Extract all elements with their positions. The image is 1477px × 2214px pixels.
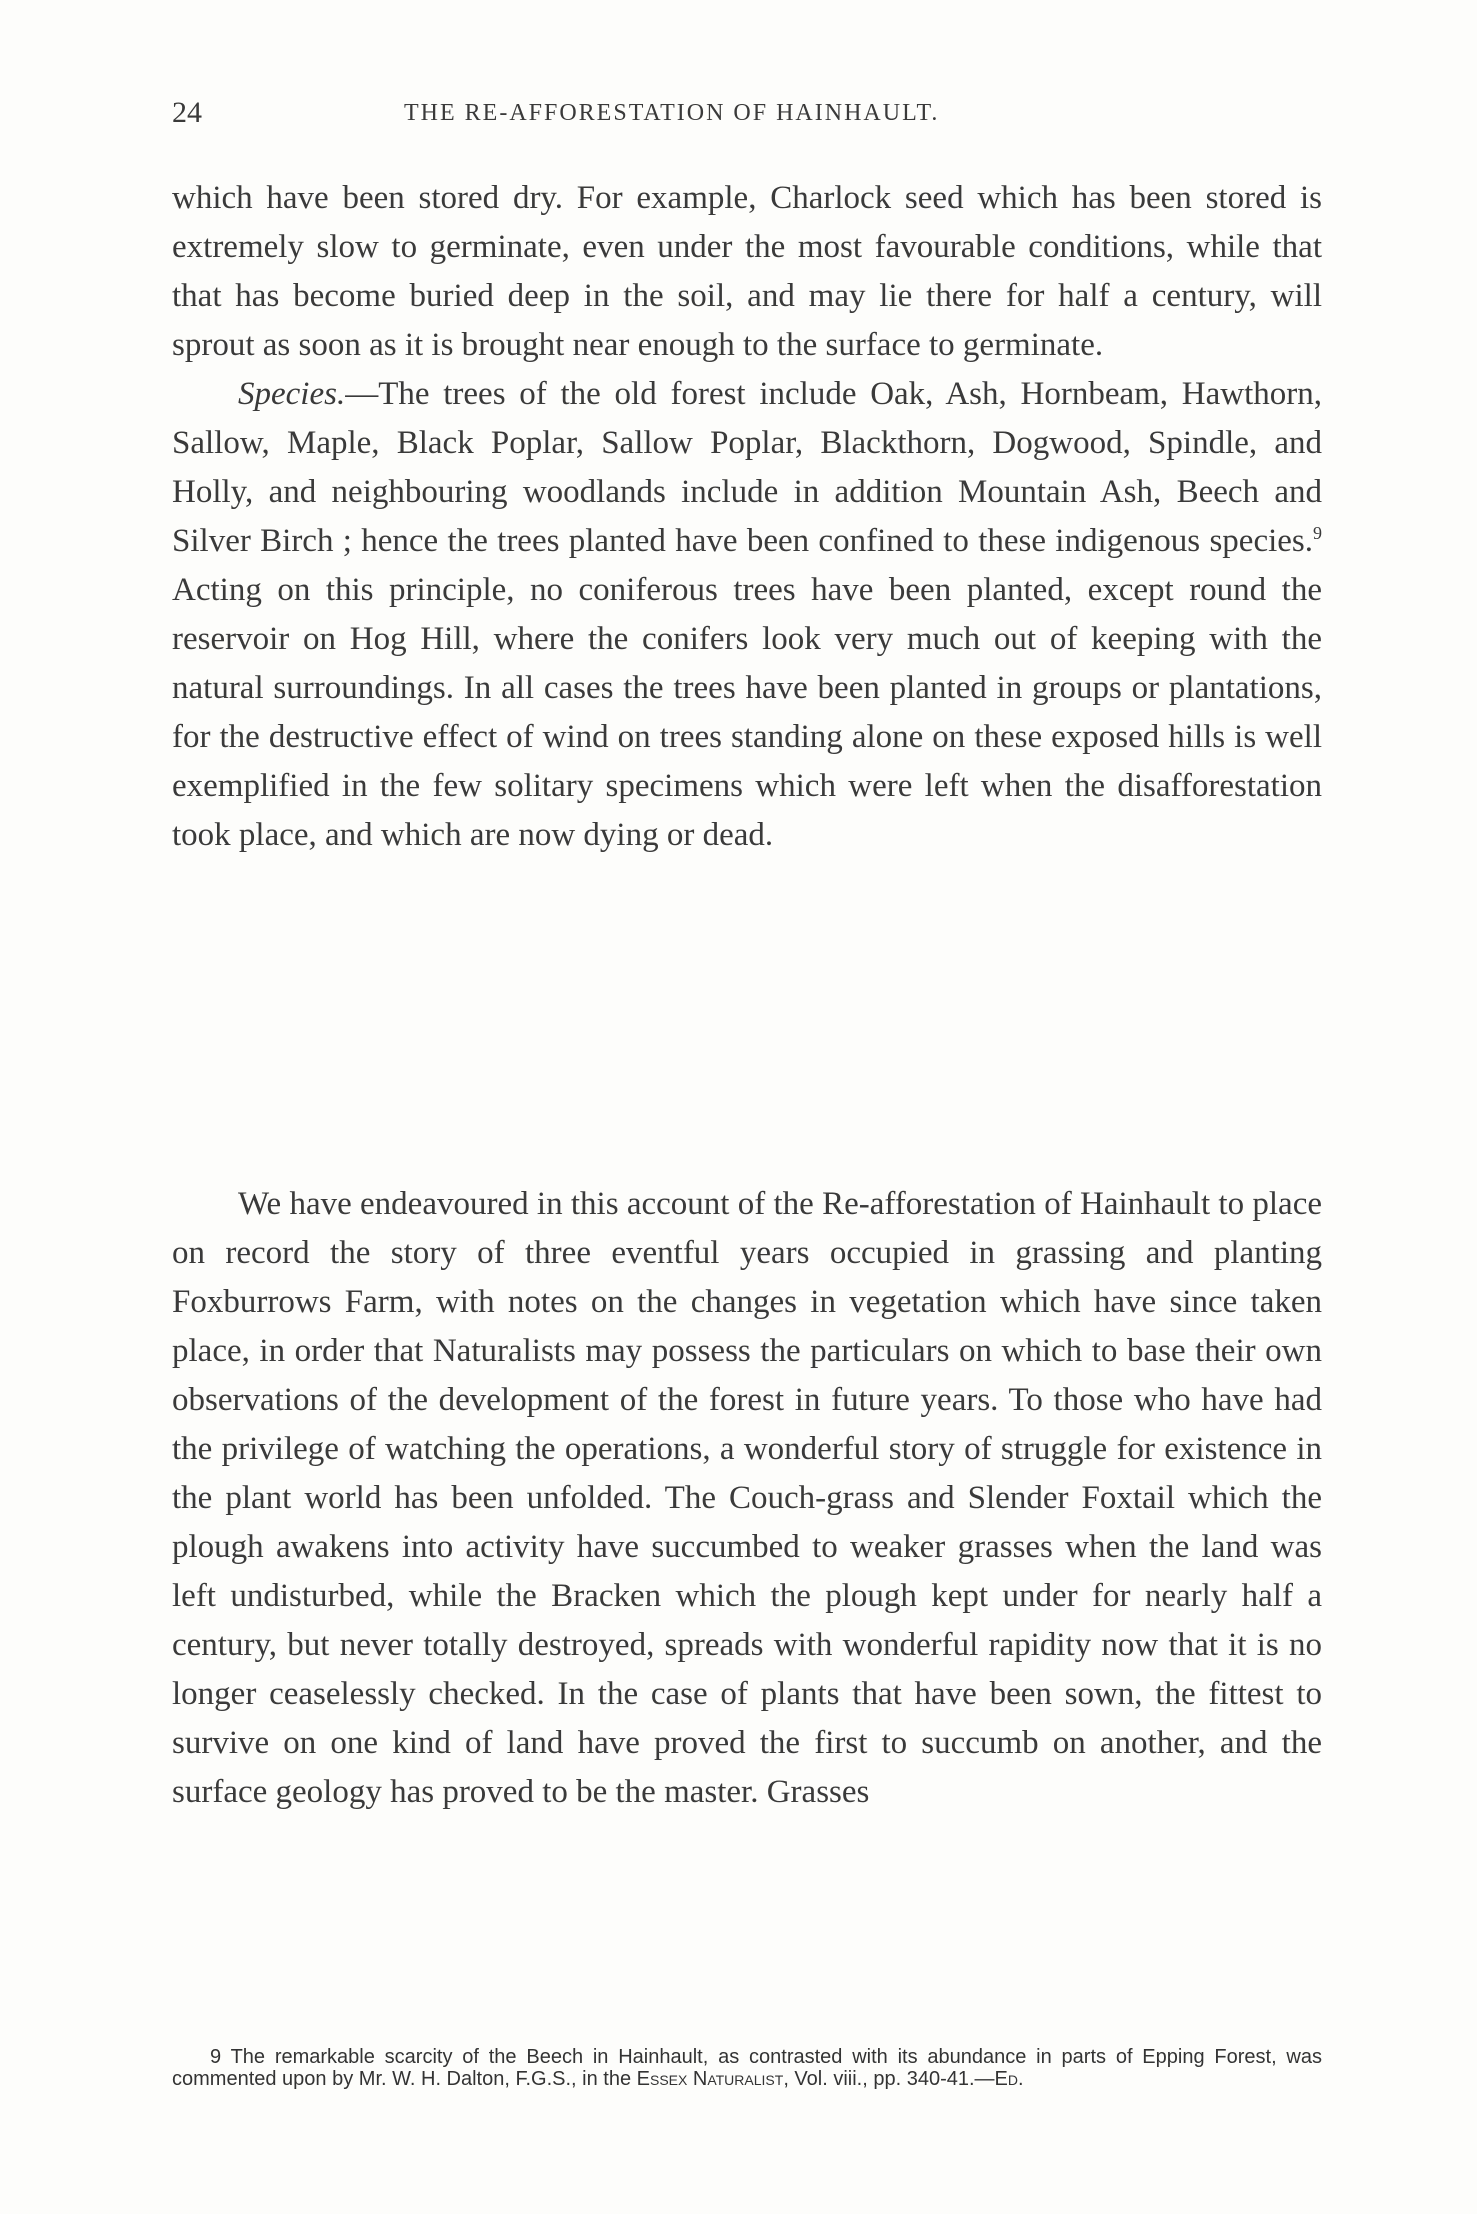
footnote-text-part-2: , Vol. viii., pp. 340-41.— [783, 2068, 995, 2090]
running-header [172, 96, 1322, 136]
footnote-reference: 9 [1313, 523, 1322, 543]
body-text-upper [172, 174, 1322, 860]
footnote-text-part-1: 9 The remarkable scarcity of the Beech in Hainhault, as contrasted with its abundance in parts of Epping Forest, was commented upon by Mr. W. H. Dalton, F.G.S., in the [172, 2046, 1322, 2090]
paragraph-conclusion: We have endeavoured in this account of the Re-afforestation of Hainhault to place on record the story of three eventful years occupied in grassing and planting Foxburrows Farm, with notes on the changes in vegetation which have since taken place, in order that Naturalists may possess the particulars on which to base their own observations of the development of the forest in future years. To those who have had the privilege of watching the operations, a wonderful story of struggle for existence in the plant world has been unfolded. The Couch-grass and Slender Foxtail which the plough awakens into activity have succumbed to weaker grasses when the land was left undisturbed, while the Bracken which the plough kept under for nearly half a century, but never totally destroyed, spreads with wonderful rapidity now that it is no longer ceaselessly checked. In the case of plants that have been sown, the fittest to survive on one kind of land have proved the first to succumb on another, and the surface geology has proved to be the master. Grasses [172, 1186, 1322, 1810]
paragraph-continued: which have been stored dry. For example, Charlock seed which has been stored is extremely slow to germinate, even under the most favourable conditions, while that that has become buried deep in the soil, and may lie there for half a century, will sprout as soon as it is brought near enough to the surface to germinate. [172, 180, 1322, 363]
species-text-part-2: Acting on this principle, no coniferous trees have been planted, except round the reservoir on Hog Hill, where the conifers look very much out of keeping with the natural surroundings. In all cases the trees have been planted in groups or plantations, for the destructive effect of wind on trees standing alone on these exposed hills is well exemplified in the few solitary specimens which were left when the disafforestation took place, and which are now dying or dead. [172, 572, 1322, 853]
footnote-journal: Essex Naturalist [636, 2068, 784, 2090]
species-text-part-1: —The trees of the old forest include Oak, Ash, Hornbeam, Hawthorn, Sallow, Maple, Black Poplar, Sallow Poplar, Blackthorn, Dogwood, Spindle, and Holly, and neighbouring woodlands include in addition Mountain Ash, Beech and Silver Birch ; hence the trees planted have been confined to these indigenous species. [172, 376, 1322, 559]
running-title: THE RE-AFFORESTATION OF HAINHAULT. [404, 100, 940, 126]
paragraph-species [172, 370, 1322, 860]
footnote [172, 2046, 1322, 2090]
species-heading: Species. [238, 376, 346, 412]
page-number: 24 [172, 96, 202, 129]
footnote-paragraph [172, 2046, 1322, 2090]
body-text-lower [172, 1180, 1322, 1817]
footnote-editor-mark: Ed. [994, 2068, 1024, 2090]
